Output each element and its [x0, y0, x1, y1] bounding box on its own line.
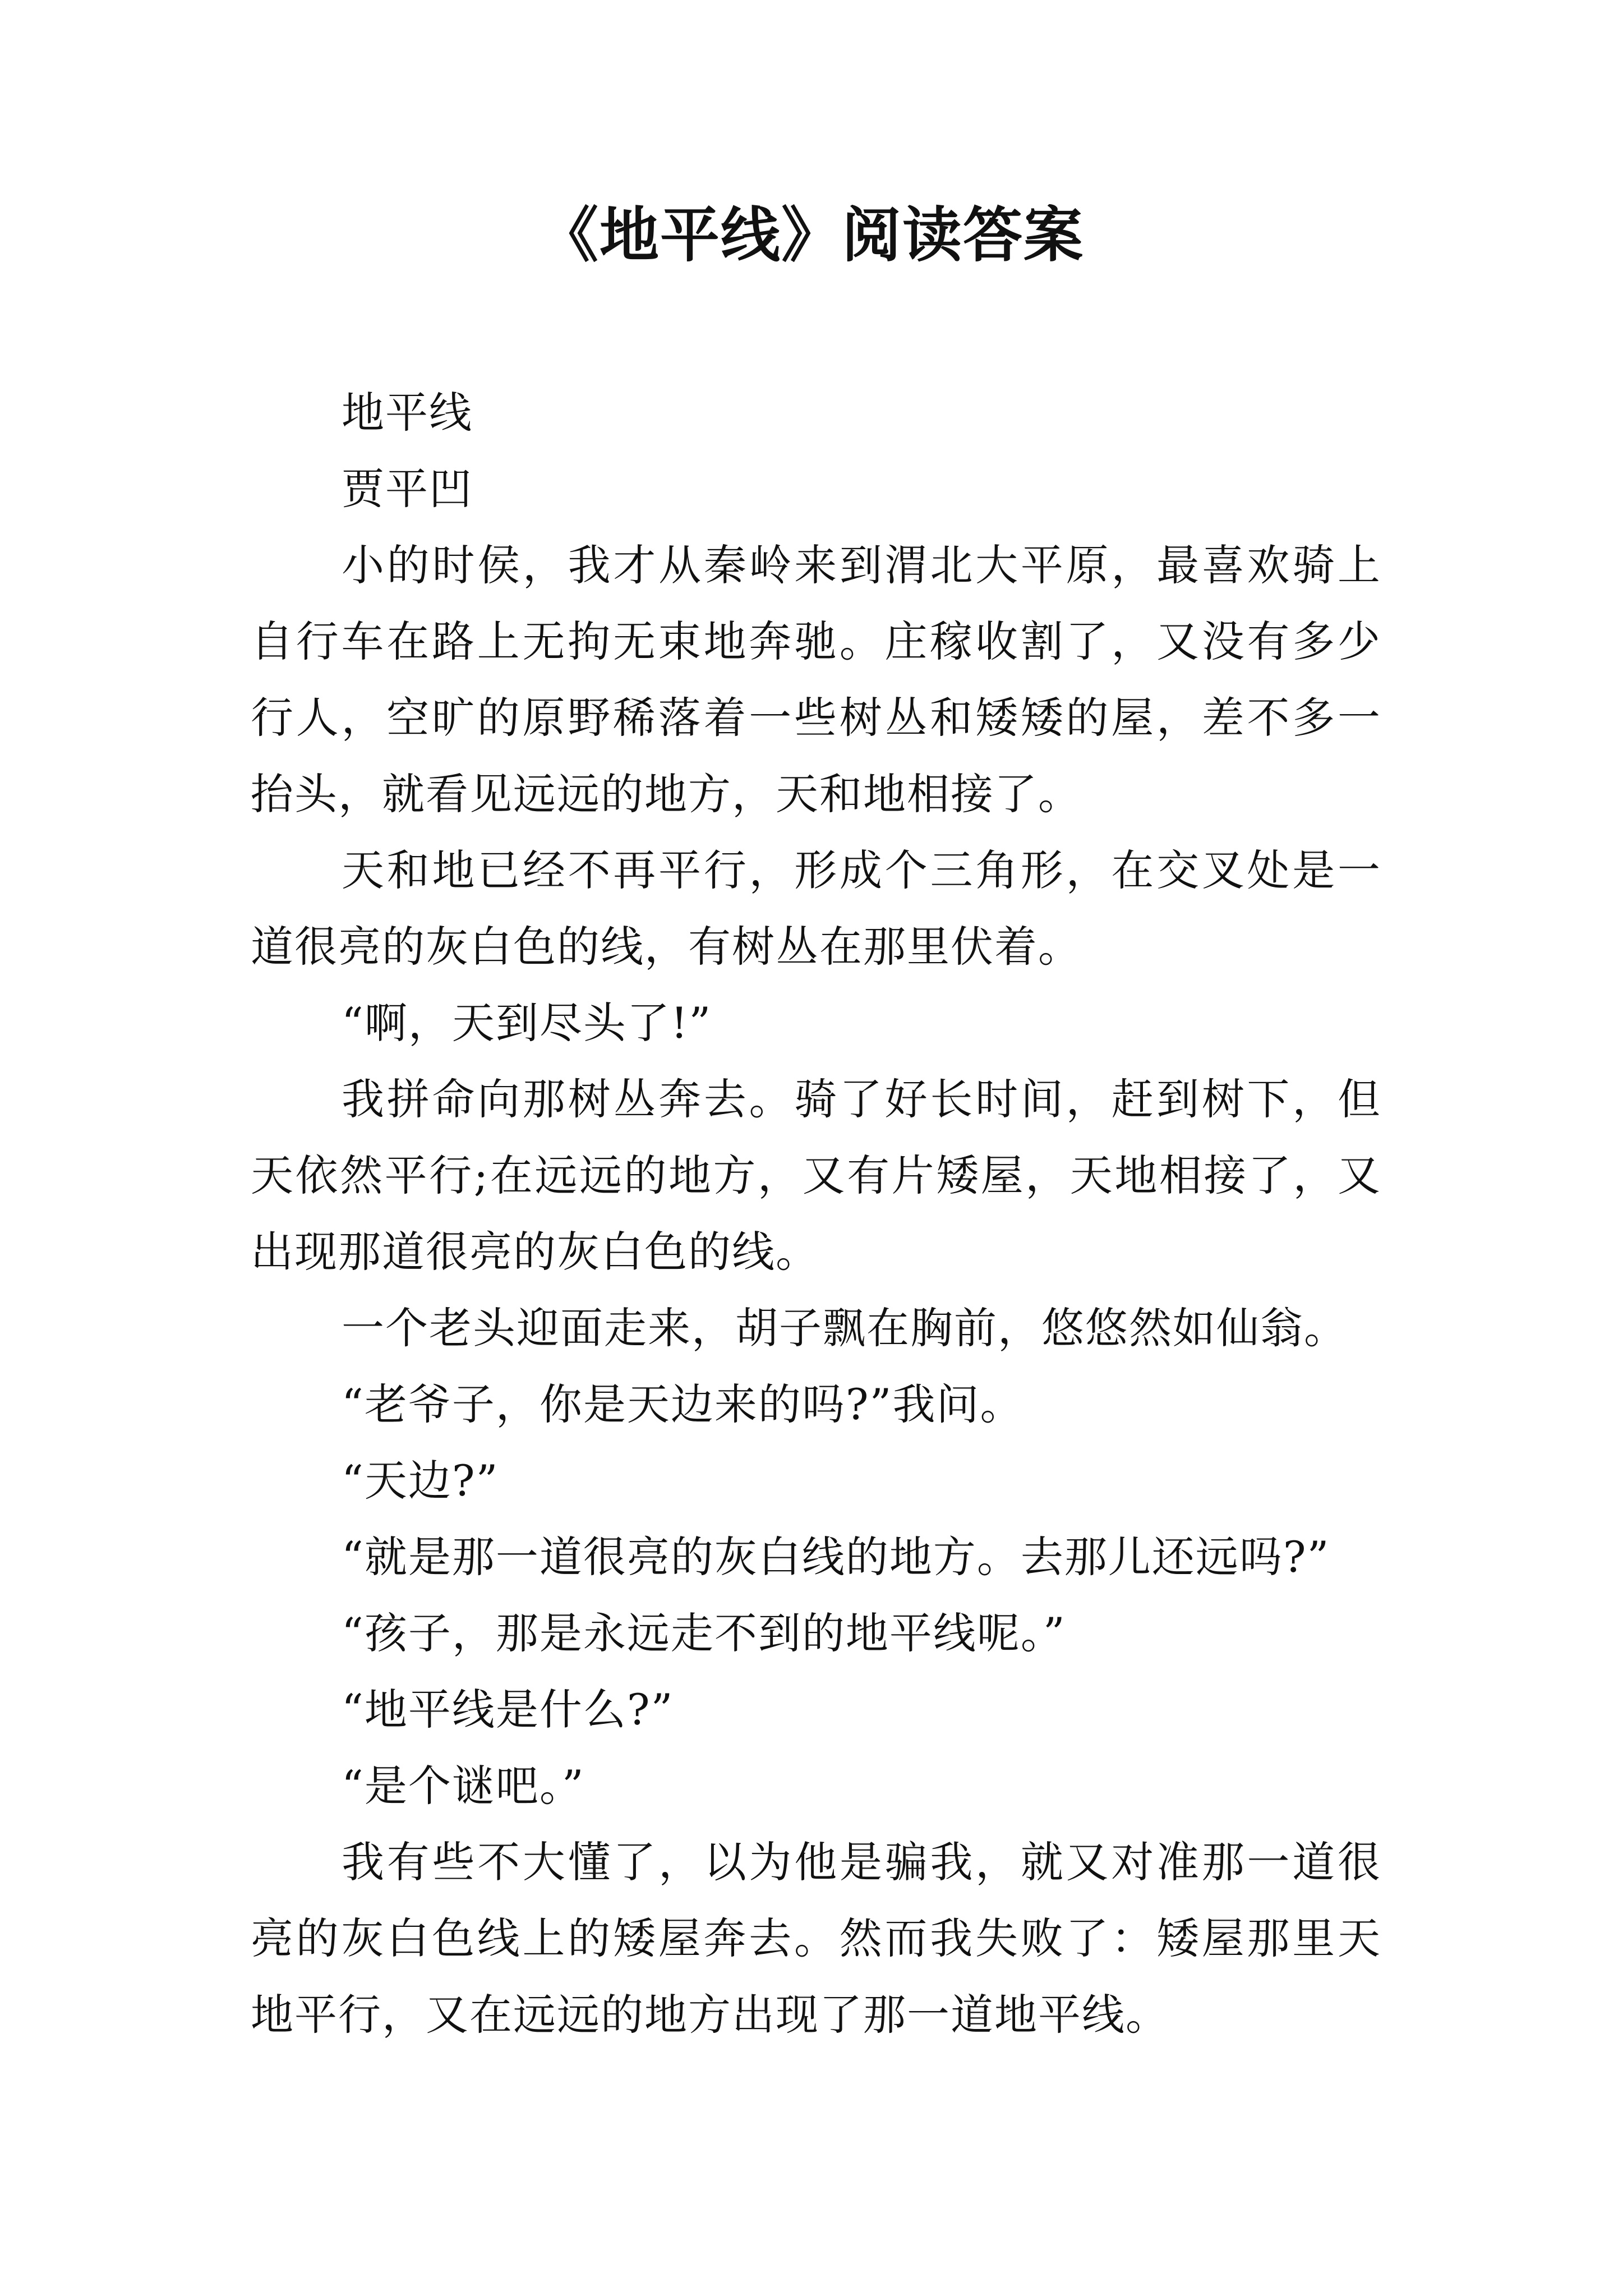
essay-title: 地平线 [342, 388, 473, 438]
document-title: 《地平线》阅读答案 [539, 201, 1084, 270]
paragraph: 我有些不大懂了，以为他是骗我，就又对准那一道很亮的灰白色线上的矮屋奔去。然而我失败了：矮屋那里天地平行，又在远远的地方出现了那一道地平线。 [251, 1837, 1381, 2040]
dialogue-line: “就是那一道很亮的灰白线的地方。去那儿还远吗?” [342, 1532, 1330, 1582]
dialogue-line: “是个谜吧。” [342, 1761, 585, 1811]
paragraph: 一个老头迎面走来，胡子飘在胸前，悠悠然如仙翁。 [342, 1303, 1348, 1353]
paragraph: 小的时侯，我才从秦岭来到渭北大平原，最喜欢骑上自行车在路上无拘无束地奔驰。庄稼收割了，又没有多少行人，空旷的原野稀落着一些树丛和矮矮的屋，差不多一抬头，就看见远远的地方，天和地相接了。 [251, 540, 1381, 819]
dialogue-line: “孩子，那是永远走不到的地平线呢。” [342, 1608, 1066, 1658]
dialogue-line: “天边?” [342, 1456, 499, 1506]
paragraph: 天和地已经不再平行，形成个三角形，在交叉处是一道很亮的灰白色的线，有树丛在那里伏着。 [251, 845, 1381, 972]
dialogue-line: “地平线是什么?” [342, 1685, 674, 1734]
dialogue-line: “老爷子，你是天边来的吗?”我问。 [342, 1379, 1024, 1429]
paragraph: 我拼命向那树丛奔去。骑了好长时间，赶到树下，但天依然平行;在远远的地方，又有片矮屋，天地相接了，又出现那道很亮的灰白色的线。 [251, 1074, 1381, 1277]
document-body [251, 375, 1381, 2053]
dialogue-line: “啊，天到尽头了!” [342, 998, 712, 1048]
essay-author: 贾平凹 [342, 464, 473, 514]
